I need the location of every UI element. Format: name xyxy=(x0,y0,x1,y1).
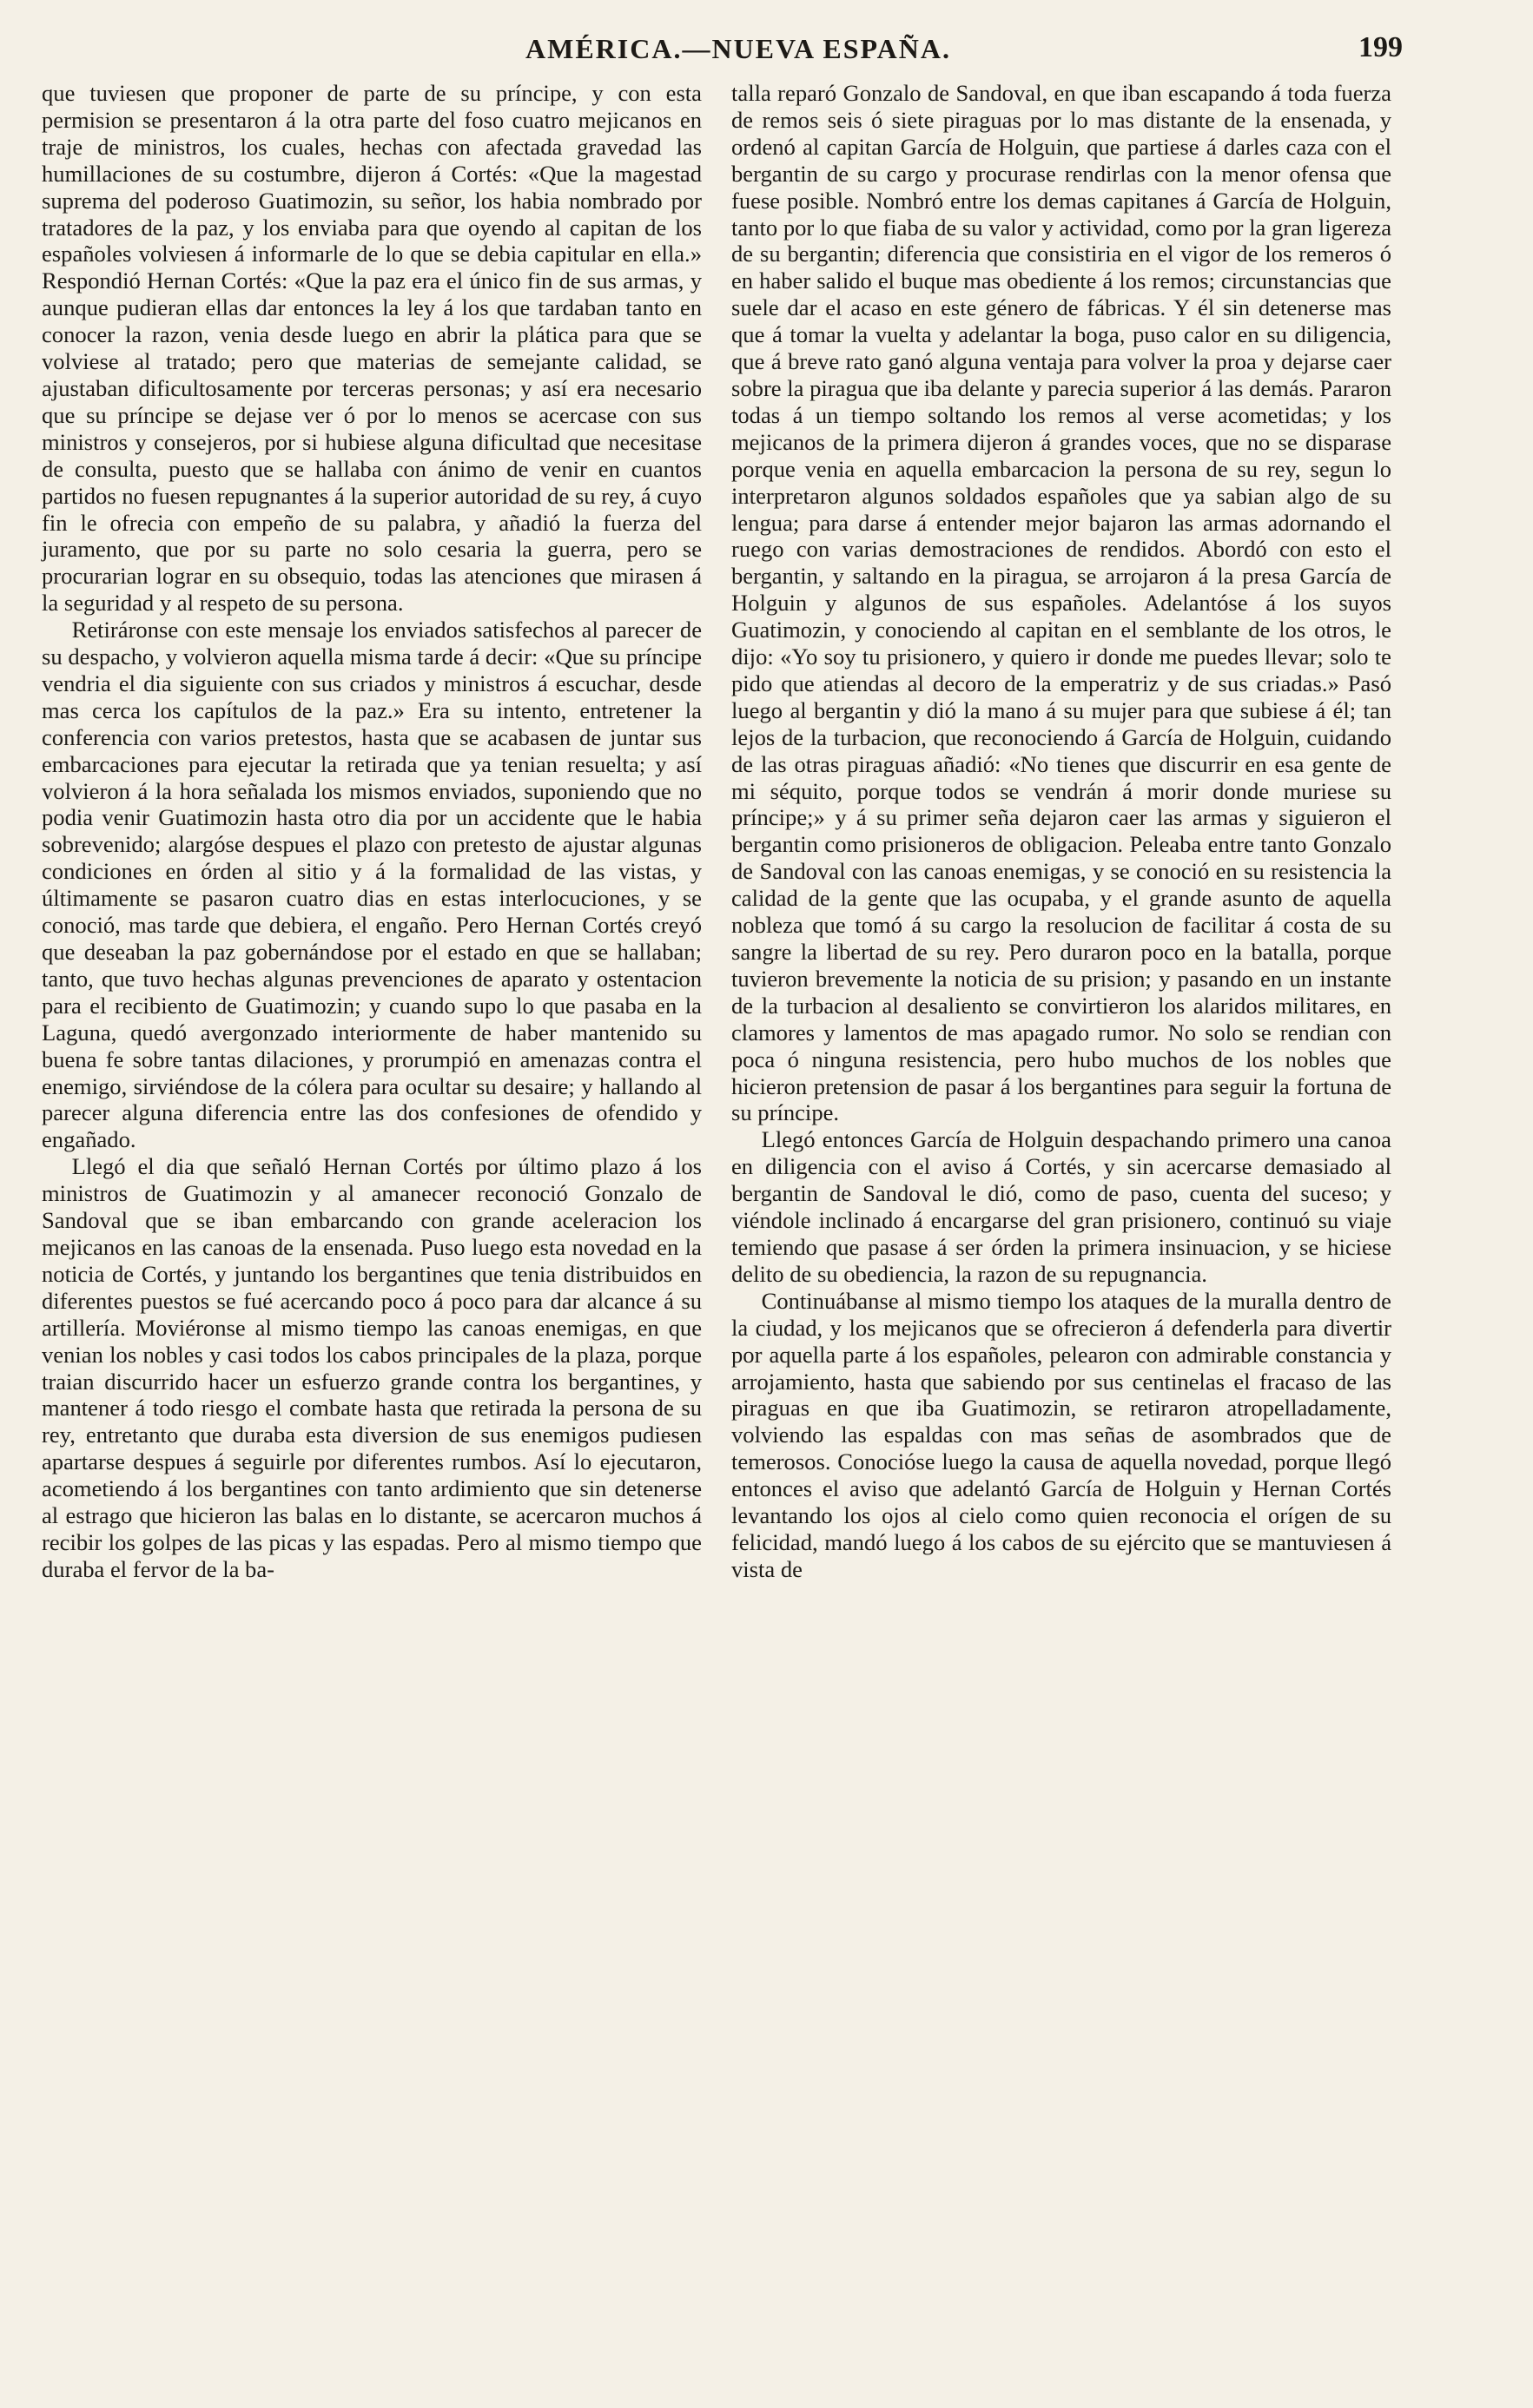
paragraph: talla reparó Gonzalo de Sandoval, en que iban escapando á toda fuerza de remos seis ó siete piraguas por lo mas distante de la ensenada, y ordenó al capitan García de Holguin, que partiese á darles caza con el bergantin de su cargo y procurase rendirlas con la menor ofensa que fuese posible. Nombró entre los demas capitanes á García de Holguin, tanto por lo que fiaba de su valor y actividad, como por la gran ligereza de su bergantin; diferencia que consistiria en el vigor de los remeros ó en haber salido el buque mas obediente á los remos; circunstancias que suele dar el acaso en este género de fábricas. Y él sin detenerse mas que á tomar la vuelta y adelantar la boga, puso calor en su diligencia, que á breve rato ganó alguna ventaja para volver la proa y dejarse caer sobre la piragua que iba delante y parecia superior á las demás. Pararon todas á un tiempo soltando los remos al verse acometidas; y los mejicanos de la primera dijeron á grandes voces, que no se disparase porque venia en aquella embarcacion la persona de su rey, segun lo interpretaron algunos soldados españoles que ya sabian algo de su lengua; para darse á entender mejor bajaron las armas adornando el ruego con varias demostraciones de rendidos. Abordó con esto el bergantin, y saltando en la piragua, se arrojaron á la presa García de Holguin y algunos de sus españoles. Adelantóse á los suyos Guatimozin, y conociendo al capitan en el semblante de los otros, le dijo: «Yo soy tu prisionero, y quiero ir donde me puedes llevar; solo te pido que atiendas al decoro de la emperatriz y de sus criadas.» Pasó luego al bergantin y dió la mano á su mujer para que subiese á él; tan lejos de la turbacion, que reconociendo á García de Holguin, cuidando de las otras piraguas añadió: «No tienes que discurrir en esa gente de mi séquito, porque todos se vendrán á morir donde muriese su príncipe;» y á su primer seña dejaron caer las armas y siguieron el bergantin como prisioneros de obligacion. Peleaba entre tanto Gonzalo de Sandoval con las canoas enemigas, y se conoció en su resistencia la calidad de la gente que las ocupaba, y el grande asunto de aquella nobleza que tomó á su cargo la resolucion de facilitar á costa de su sangre la libertad de su rey. Pero duraron poco en la batalla, porque tuvieron brevemente la noticia de su prision; y pasando en un instante de la turbacion al desaliento se convirtieron los alaridos militares, en clamores y lamentos de mas apagado rumor. No solo se rendian con poca ó ninguna resistencia, pero hubo muchos de los nobles que hicieron pretension de pasar á los bergantines para seguir la fortuna de su príncipe. xyxy=(731,80,1391,1126)
running-head: AMÉRICA.—NUEVA ESPAÑA. xyxy=(525,33,951,64)
page-number: 199 xyxy=(1358,31,1403,63)
paragraph: que tuviesen que proponer de parte de su príncipe, y con esta permision se presentaron á la otra parte del foso cuatro mejicanos en traje de ministros, los cuales, hechas con afectada gravedad las humillaciones de su costumbre, dijeron á Cortés: «Que la magestad suprema del poderoso Guatimozin, su señor, los habia nombrado por tratadores de la paz, y los enviaba para que oyendo al capitan de los españoles volviesen á informarle de lo que se debia capitular en ella.» Respondió Hernan Cortés: «Que la paz era el único fin de sus armas, y aunque pudieran ellas dar entonces la ley á los que tardaban tanto en conocer la razon, venia desde luego en abrir la plática para que se volviese al tratado; pero que materias de semejante calidad, se ajustaban dificultosamente por terceras personas; y así era necesario que su príncipe se dejase ver ó por lo menos se acercase con sus ministros y consejeros, por si hubiese alguna dificultad que necesitase de consulta, puesto que se hallaba con ánimo de venir en cuantos partidos no fuesen repugnantes á la superior autoridad de su rey, á cuyo fin le ofrecia con empeño de su palabra, y añadió la fuerza del juramento, que por su parte no solo cesaria la guerra, pero se procurarian lograr en su obsequio, todas las atenciones que mirasen á la seguridad y al respeto de su persona. xyxy=(42,80,702,617)
paragraph: Llegó el dia que señaló Hernan Cortés por último plazo á los ministros de Guatimozin y al amanecer reconoció Gonzalo de Sandoval que se iban embarcando con grande aceleracion los mejicanos en las canoas de la ensenada. Puso luego esta novedad en la noticia de Cortés, y juntando los bergantines que tenia distribuidos en diferentes puestos se fué acercando poco á poco para dar alcance á su artillería. Moviéronse al mismo tiempo las canoas enemigas, en que venian los nobles y casi todos los cabos principales de la plaza, porque traian discurrido hacer un esfuerzo grande contra los bergantines, y mantener á todo riesgo el combate hasta que retirada la persona de su rey, entretanto que duraba esta diversion de sus enemigos pudiesen apartarse despues á seguirle por diferentes rumbos. Así lo ejecutaron, acometiendo á los bergantines con tanto ardimiento que sin detenerse al estrago que hicieron las balas en lo distante, se acercaron muchos á recibir los golpes de las picas y las espadas. Pero al mismo tiempo que duraba el fervor de la ba- xyxy=(42,1153,702,1582)
paragraph: Continuábanse al mismo tiempo los ataques de la muralla dentro de la ciudad, y los mejicanos que se ofrecieron á defenderla para divertir por aquella parte á los españoles, pelearon con admirable constancia y arrojamiento, hasta que sabiendo por sus centinelas el fracaso de las piraguas en que iba Guatimozin, se retiraron atropelladamente, volviendo las espaldas con mas señas de asombrados que de temerosos. Conocióse luego la causa de aquella novedad, porque llegó entonces el aviso que adelantó García de Holguin y Hernan Cortés levantando los ojos al cielo como quien reconocia el orígen de su felicidad, mandó luego á los cabos de su ejército que se mantuviesen á vista de xyxy=(731,1287,1391,1582)
right-column xyxy=(731,80,1391,1583)
paragraph: Llegó entonces García de Holguin despachando primero una canoa en diligencia con el aviso á Cortés, y sin acercarse demasiado al bergantin de Sandoval le dió, como de paso, cuenta del suceso; y viéndole inclinado á encargarse del gran prisionero, continuó su viaje temiendo que pasase á ser órden la primera insinuacion, y se hiciese delito de su obediencia, la razon de su repugnancia. xyxy=(731,1126,1391,1287)
paragraph: Retiráronse con este mensaje los enviados satisfechos al parecer de su despacho, y volvieron aquella misma tarde á decir: «Que su príncipe vendria el dia siguiente con sus criados y ministros á escuchar, desde mas cerca los capítulos de la paz.» Era su intento, entretener la conferencia con varios pretestos, hasta que se acabasen de juntar sus embarcaciones para ejecutar la retirada que ya tenian resuelta; y así volvieron á la hora señalada los mismos enviados, suponiendo que no podia venir Guatimozin hasta otro dia por un accidente que le habia sobrevenido; alargóse despues el plazo con pretesto de ajustar algunas condiciones en órden al sitio y á la formalidad de las vistas, y últimamente se pasaron cuatro dias en estas interlocuciones, y se conoció, mas tarde que debiera, el engaño. Pero Hernan Cortés creyó que deseaban la paz gobernándose por el estado en que se hallaban; tanto, que tuvo hechas algunas prevenciones de aparato y ostentacion para el recibiento de Guatimozin; y cuando supo lo que pasaba en la Laguna, quedó avergonzado interiormente de haber mantenido su buena fe sobre tantas dilaciones, y prorumpió en amenazas contra el enemigo, sirviéndose de la cólera para ocultar su desaire; y hallando al parecer alguna diferencia entre las dos confesiones de ofendido y engañado. xyxy=(42,617,702,1153)
left-column xyxy=(42,80,702,1583)
